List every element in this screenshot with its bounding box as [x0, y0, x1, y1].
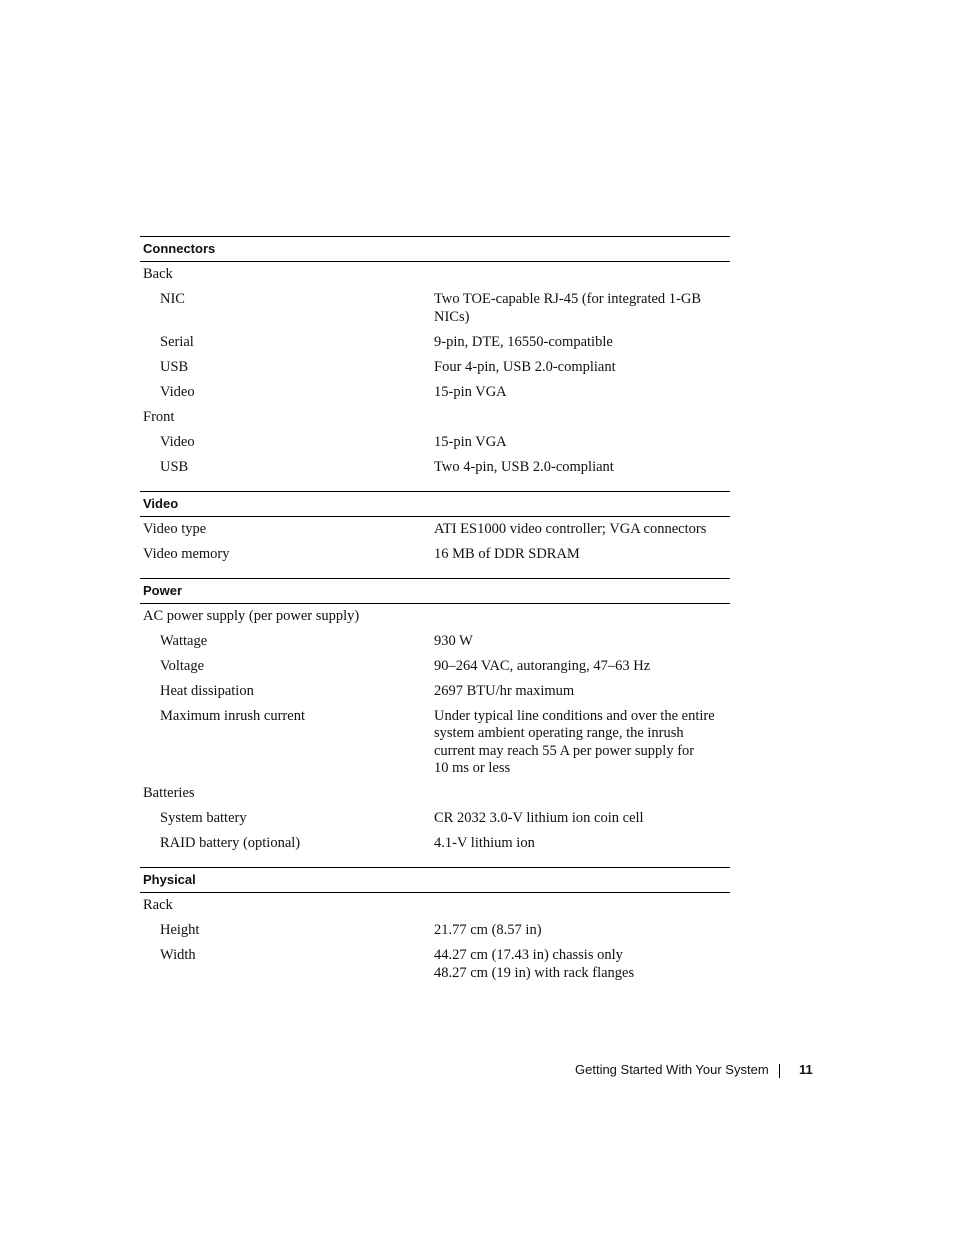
group-front: [140, 405, 730, 430]
row-serial: [140, 330, 730, 355]
row-value: 2697 BTU/hr maximum: [434, 682, 575, 699]
row-label: Serial: [160, 333, 194, 350]
row-value: [434, 708, 724, 778]
row-label: Video: [160, 433, 195, 450]
value-line: current may reach 55 A per power supply for: [434, 742, 695, 759]
value-line: 44.27 cm (17.43 in) chassis only: [434, 947, 623, 963]
row-value: 15-pin VGA: [434, 433, 507, 450]
section-header-video: Video: [140, 491, 730, 517]
section-video: [140, 517, 730, 578]
row-label: NIC: [160, 291, 185, 307]
row-label: USB: [160, 358, 189, 375]
row-front-video: [140, 430, 730, 455]
row-height: [140, 918, 730, 943]
row-video: [140, 380, 730, 405]
group-label: AC power supply (per power supply): [143, 607, 360, 624]
row-voltage: [140, 654, 730, 679]
value-line: NICs): [434, 308, 470, 325]
row-value: 16 MB of DDR SDRAM: [434, 545, 580, 562]
row-label: Maximum inrush current: [160, 707, 305, 724]
row-label: Heat dissipation: [160, 682, 254, 699]
row-label: Video memory: [143, 545, 230, 562]
row-label: Height: [160, 922, 200, 938]
value-line: 10 ms or less: [434, 760, 511, 776]
group-batteries: [140, 781, 730, 806]
page-number: 11: [799, 1062, 813, 1077]
footer-title: Getting Started With Your System: [575, 1062, 769, 1077]
row-value: Two 4-pin, USB 2.0-compliant: [434, 458, 614, 475]
row-label: Video type: [143, 520, 207, 537]
row-label: Video: [160, 383, 195, 400]
row-label: Width: [160, 947, 196, 963]
row-value: 21.77 cm (8.57 in): [434, 922, 542, 938]
row-value: ATI ES1000 video controller; VGA connectors: [434, 520, 707, 537]
row-usb: [140, 355, 730, 380]
section-physical: [140, 893, 730, 997]
row-label: RAID battery (optional): [160, 835, 301, 851]
section-header-power: Power: [140, 578, 730, 604]
row-width: [140, 943, 730, 986]
row-value: 4.1-V lithium ion: [434, 835, 535, 851]
section-header-connectors: Connectors: [140, 236, 730, 262]
row-front-usb: [140, 455, 730, 480]
group-label: Front: [143, 408, 175, 425]
group-label: Batteries: [143, 785, 195, 801]
section-header-physical: Physical: [140, 867, 730, 893]
row-value: 15-pin VGA: [434, 383, 507, 400]
row-label: Wattage: [160, 632, 208, 649]
row-value: Four 4-pin, USB 2.0-compliant: [434, 358, 616, 375]
row-heat: [140, 679, 730, 704]
row-label: System battery: [160, 810, 247, 826]
row-wattage: [140, 629, 730, 654]
group-label: Rack: [143, 897, 173, 913]
group-ac-power: [140, 604, 730, 629]
spec-table: [140, 236, 730, 997]
row-video-memory: [140, 542, 730, 567]
group-label: Back: [143, 266, 173, 282]
page-footer: [575, 1061, 813, 1079]
group-rack: [140, 893, 730, 918]
row-nic: [140, 287, 730, 330]
row-value: 90–264 VAC, autoranging, 47–63 Hz: [434, 657, 651, 674]
row-value: 930 W: [434, 632, 473, 649]
section-power: [140, 604, 730, 868]
value-line: system ambient operating range, the inrush: [434, 725, 684, 741]
row-value: CR 2032 3.0-V lithium ion coin cell: [434, 810, 644, 826]
row-value: [434, 291, 724, 326]
value-line: Two TOE-capable RJ-45 (for integrated 1-GB: [434, 291, 702, 307]
value-line: Under typical line conditions and over the entire: [434, 707, 715, 724]
row-system-battery: [140, 806, 730, 831]
row-inrush: [140, 704, 730, 782]
group-back: [140, 262, 730, 287]
row-raid-battery: [140, 831, 730, 856]
footer-divider: [779, 1064, 780, 1078]
row-value: 9-pin, DTE, 16550-compatible: [434, 333, 613, 350]
row-label: USB: [160, 458, 189, 475]
row-label: Voltage: [160, 657, 205, 674]
row-value: [434, 947, 724, 982]
row-video-type: [140, 517, 730, 542]
section-connectors: [140, 262, 730, 491]
value-line: 48.27 cm (19 in) with rack flanges: [434, 964, 635, 981]
